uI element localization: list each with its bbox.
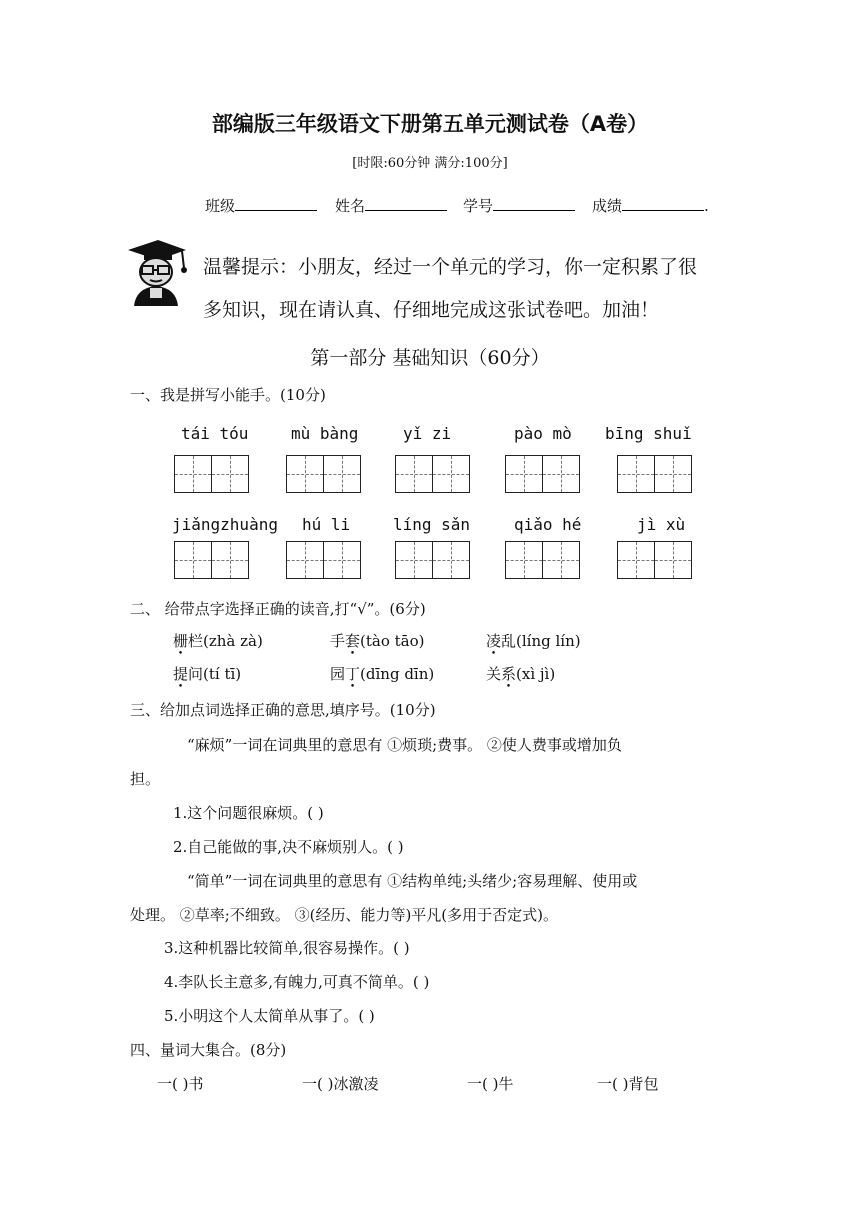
option-prefix: 手 — [330, 632, 346, 650]
writing-grid[interactable] — [505, 455, 578, 493]
dotted-char: 丁 — [345, 665, 361, 683]
definition-text: 担。 — [130, 770, 161, 788]
writing-grid[interactable] — [286, 455, 359, 493]
dotted-char: 套 — [345, 632, 361, 650]
measure-word-item[interactable]: 一( )背包 — [597, 1075, 659, 1093]
q3-heading: 三、给加点词选择正确的意思,填序号。(10分) — [130, 701, 436, 719]
question-sentence[interactable]: 4.李队长主意多,有魄力,可真不简单。( ) — [164, 973, 430, 991]
pinyin: jiǎngzhuàng — [172, 515, 278, 534]
dotted-char: 系 — [501, 665, 517, 683]
measure-word-item[interactable]: 一( )牛 — [467, 1075, 514, 1093]
pinyin: yǐ zi — [403, 424, 452, 443]
pronunciation-option[interactable] — [330, 663, 434, 684]
question-sentence[interactable]: 2.自己能做的事,决不麻烦别人。( ) — [173, 838, 404, 856]
writing-grid[interactable] — [174, 541, 247, 579]
option-text: (xì jì) — [516, 665, 556, 683]
option-prefix: 园 — [330, 665, 346, 683]
score-field[interactable] — [592, 195, 709, 216]
part-one-heading: 第一部分 基础知识（60分） — [310, 347, 550, 369]
writing-grid[interactable] — [395, 541, 468, 579]
writing-grid[interactable] — [286, 541, 359, 579]
pinyin: hú li — [302, 515, 351, 534]
score-label: 成绩 — [592, 197, 623, 215]
writing-grid[interactable] — [395, 455, 468, 493]
class-label: 班级 — [205, 197, 236, 215]
tip-line-2: 多知识，现在请认真、仔细地完成这张试卷吧。加油！ — [203, 299, 660, 321]
pinyin: jì xù — [637, 515, 686, 534]
option-prefix: 关 — [486, 665, 502, 683]
writing-grid[interactable] — [617, 455, 690, 493]
option-text: (tào tāo) — [360, 632, 425, 650]
question-sentence[interactable]: 3.这种机器比较简单,很容易操作。( ) — [164, 939, 410, 957]
name-field[interactable] — [335, 195, 447, 216]
option-text: 栏(zhà zà) — [188, 632, 263, 650]
name-label: 姓名 — [335, 197, 366, 215]
pronunciation-option[interactable] — [173, 663, 241, 684]
pinyin: líng sǎn — [393, 515, 471, 534]
definition-text: “麻烦”一词在词典里的意思有 ①烦琐;费事。 ②使人费事或增加负 — [187, 736, 622, 754]
student-number-field[interactable] — [463, 195, 575, 216]
writing-grid[interactable] — [617, 541, 690, 579]
dotted-char: 提 — [173, 665, 189, 683]
pinyin: tái tóu — [181, 424, 249, 443]
q1-heading: 一、我是拼写小能手。(10分) — [130, 386, 326, 404]
option-text: (dīng dīn) — [360, 665, 435, 683]
dotted-char: 栅 — [173, 632, 189, 650]
pronunciation-option[interactable] — [486, 663, 555, 684]
pinyin: mù bàng — [291, 424, 359, 443]
q2-heading: 二、 给带点字选择正确的读音,打“√”。(6分) — [130, 600, 426, 618]
pronunciation-option[interactable] — [330, 630, 425, 651]
pinyin: bīng shuǐ — [605, 424, 692, 443]
pinyin: pào mò — [514, 424, 572, 443]
q4-heading: 四、量词大集合。(8分) — [130, 1041, 287, 1059]
question-sentence[interactable]: 1.这个问题很麻烦。( ) — [173, 804, 324, 822]
pronunciation-option[interactable] — [173, 630, 263, 651]
page-title: 部编版三年级语文下册第五单元测试卷（A卷） — [211, 112, 649, 136]
scholar-cartoon-icon — [120, 238, 190, 308]
pronunciation-option[interactable] — [486, 630, 581, 651]
definition-text: 处理。 ②草率;不细致。 ③(经历、能力等)平凡(多用于否定式)。 — [130, 906, 559, 924]
definition-text: “简单”一词在词典里的意思有 ①结构单纯;头绪少;容易理解、使用或 — [187, 872, 638, 890]
exam-time-limit: [时限:60分钟 满分:100分] — [352, 156, 508, 171]
number-label: 学号 — [463, 197, 494, 215]
end-mark: . — [704, 197, 709, 215]
measure-word-item[interactable]: 一( )书 — [157, 1075, 204, 1093]
question-sentence[interactable]: 5.小明这个人太简单从事了。( ) — [164, 1007, 375, 1025]
option-text: 问(tí tī) — [188, 665, 242, 683]
writing-grid[interactable] — [505, 541, 578, 579]
pinyin: qiǎo hé — [514, 515, 582, 534]
tip-line-1: 温馨提示：小朋友，经过一个单元的学习，你一定积累了很 — [203, 256, 698, 278]
dotted-char: 凌 — [486, 632, 502, 650]
option-text: 乱(líng lín) — [501, 632, 581, 650]
measure-word-item[interactable]: 一( )冰激凌 — [302, 1075, 379, 1093]
writing-grid[interactable] — [174, 455, 247, 493]
class-field[interactable] — [205, 195, 317, 216]
